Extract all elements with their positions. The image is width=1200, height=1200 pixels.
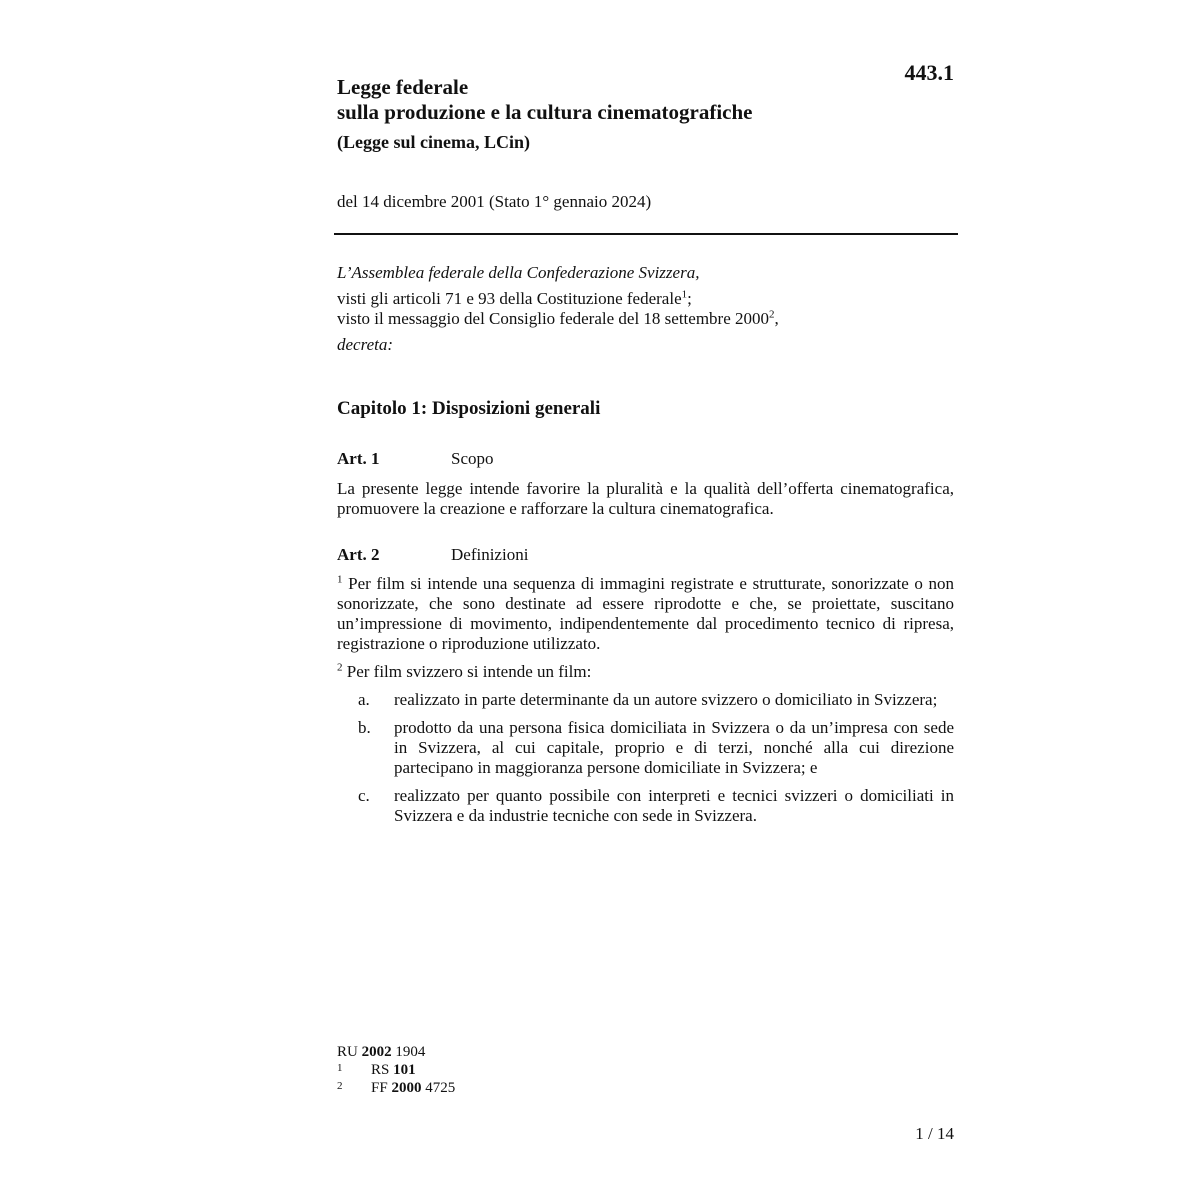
footnote-2-year[interactable]: 2000 xyxy=(391,1080,422,1096)
footnote-ref-2[interactable]: 2 xyxy=(769,308,775,321)
footnote-2 xyxy=(337,1079,455,1097)
footnote-2-prefix: FF xyxy=(371,1080,388,1096)
ru-reference xyxy=(337,1043,455,1061)
list-item xyxy=(337,718,954,778)
list-item-letter: c. xyxy=(358,786,370,805)
footnote-1 xyxy=(337,1061,455,1079)
list-item-letter: a. xyxy=(358,690,370,709)
list-item xyxy=(337,690,954,710)
article-2-title: Definizioni xyxy=(451,545,529,564)
ru-prefix: RU xyxy=(337,1044,358,1060)
preamble-line-2 xyxy=(337,309,957,329)
footnote-2-number: 2 xyxy=(337,1080,343,1092)
title-block xyxy=(337,75,937,153)
footnote-1-number: 1 xyxy=(337,1062,343,1074)
article-2-paragraph-1 xyxy=(337,574,954,654)
article-2-number: Art. 2 xyxy=(337,545,380,564)
article-2-paragraph-2-text: Per film svizzero si intende un film: xyxy=(346,662,592,681)
swiss-film-criteria-list xyxy=(337,690,954,834)
article-1-title: Scopo xyxy=(451,449,494,468)
title-line-1: Legge federale xyxy=(337,75,469,99)
preamble-line-2-end: , xyxy=(774,309,779,328)
article-1-number: Art. 1 xyxy=(337,449,380,468)
article-2-paragraph-1-text: Per film si intende una sequenza di immagini registrate e strutturate, sonorizzate o non sonorizzate, che sono destinate ad essere riprodotte e che, se proiettate, suscitano un’impressione di movimento, indipendentemente dal procedimento tecnico di ripresa, registrazione o riproduzione utilizzato. xyxy=(337,574,954,653)
title-line-2: sulla produzione e la cultura cinematografiche xyxy=(337,100,753,124)
footnote-ref-1[interactable]: 1 xyxy=(681,288,688,301)
list-item-text: realizzato per quanto possibile con interpreti e tecnici svizzeri o domiciliati in Svizzera e da industrie tecniche con sede in Svizzera. xyxy=(394,786,954,825)
preamble-line-1-end: ; xyxy=(687,289,692,308)
paragraph-number-2: 2 xyxy=(337,661,343,674)
footnote-2-page: 4725 xyxy=(425,1080,456,1096)
footnotes xyxy=(337,1043,455,1097)
list-item xyxy=(337,786,954,826)
article-1-heading xyxy=(337,449,494,469)
preamble-line-2-text: visto il messaggio del Consiglio federale del 18 settembre 2000 xyxy=(337,309,769,328)
sr-number: 443.1 xyxy=(904,60,954,85)
preamble-assembly: L’Assemblea federale della Confederazione Svizzera, xyxy=(337,263,700,282)
date-line: del 14 dicembre 2001 (Stato 1° gennaio 2024) xyxy=(337,192,652,211)
footnote-1-value[interactable]: 101 xyxy=(393,1062,416,1078)
article-2-heading xyxy=(337,545,528,565)
ru-page: 1904 xyxy=(395,1044,426,1060)
paragraph-number-1: 1 xyxy=(337,573,343,586)
list-item-text: prodotto da una persona fisica domiciliata in Svizzera o da un’impresa con sede in Svizzera, al cui capitale, proprio e di terzi, nonché alla cui direzione partecipano in maggioranza persone domiciliate in Svizzera; e xyxy=(394,718,954,777)
list-item-letter: b. xyxy=(358,718,371,737)
preamble-line-1-text: visti gli articoli 71 e 93 della Costituzione federale xyxy=(337,289,682,308)
article-1-text: La presente legge intende favorire la pluralità e la qualità dell’offerta cinematografica, promuovere la creazione e rafforzare la cultura cinematografica. xyxy=(337,479,954,518)
preamble-line-1 xyxy=(337,289,957,309)
ru-year: 2002 xyxy=(361,1044,392,1060)
title-divider xyxy=(334,233,958,235)
footnote-1-prefix: RS xyxy=(371,1062,390,1078)
subtitle: (Legge sul cinema, LCin) xyxy=(337,132,530,152)
preamble-decreta: decreta: xyxy=(337,335,394,354)
preamble xyxy=(337,263,957,355)
page-number: 1 / 14 xyxy=(915,1124,954,1143)
article-2-paragraph-2 xyxy=(337,662,954,682)
list-item-text: realizzato in parte determinante da un autore svizzero o domiciliato in Svizzera; xyxy=(394,690,938,709)
chapter-heading: Capitolo 1: Disposizioni generali xyxy=(337,398,601,419)
